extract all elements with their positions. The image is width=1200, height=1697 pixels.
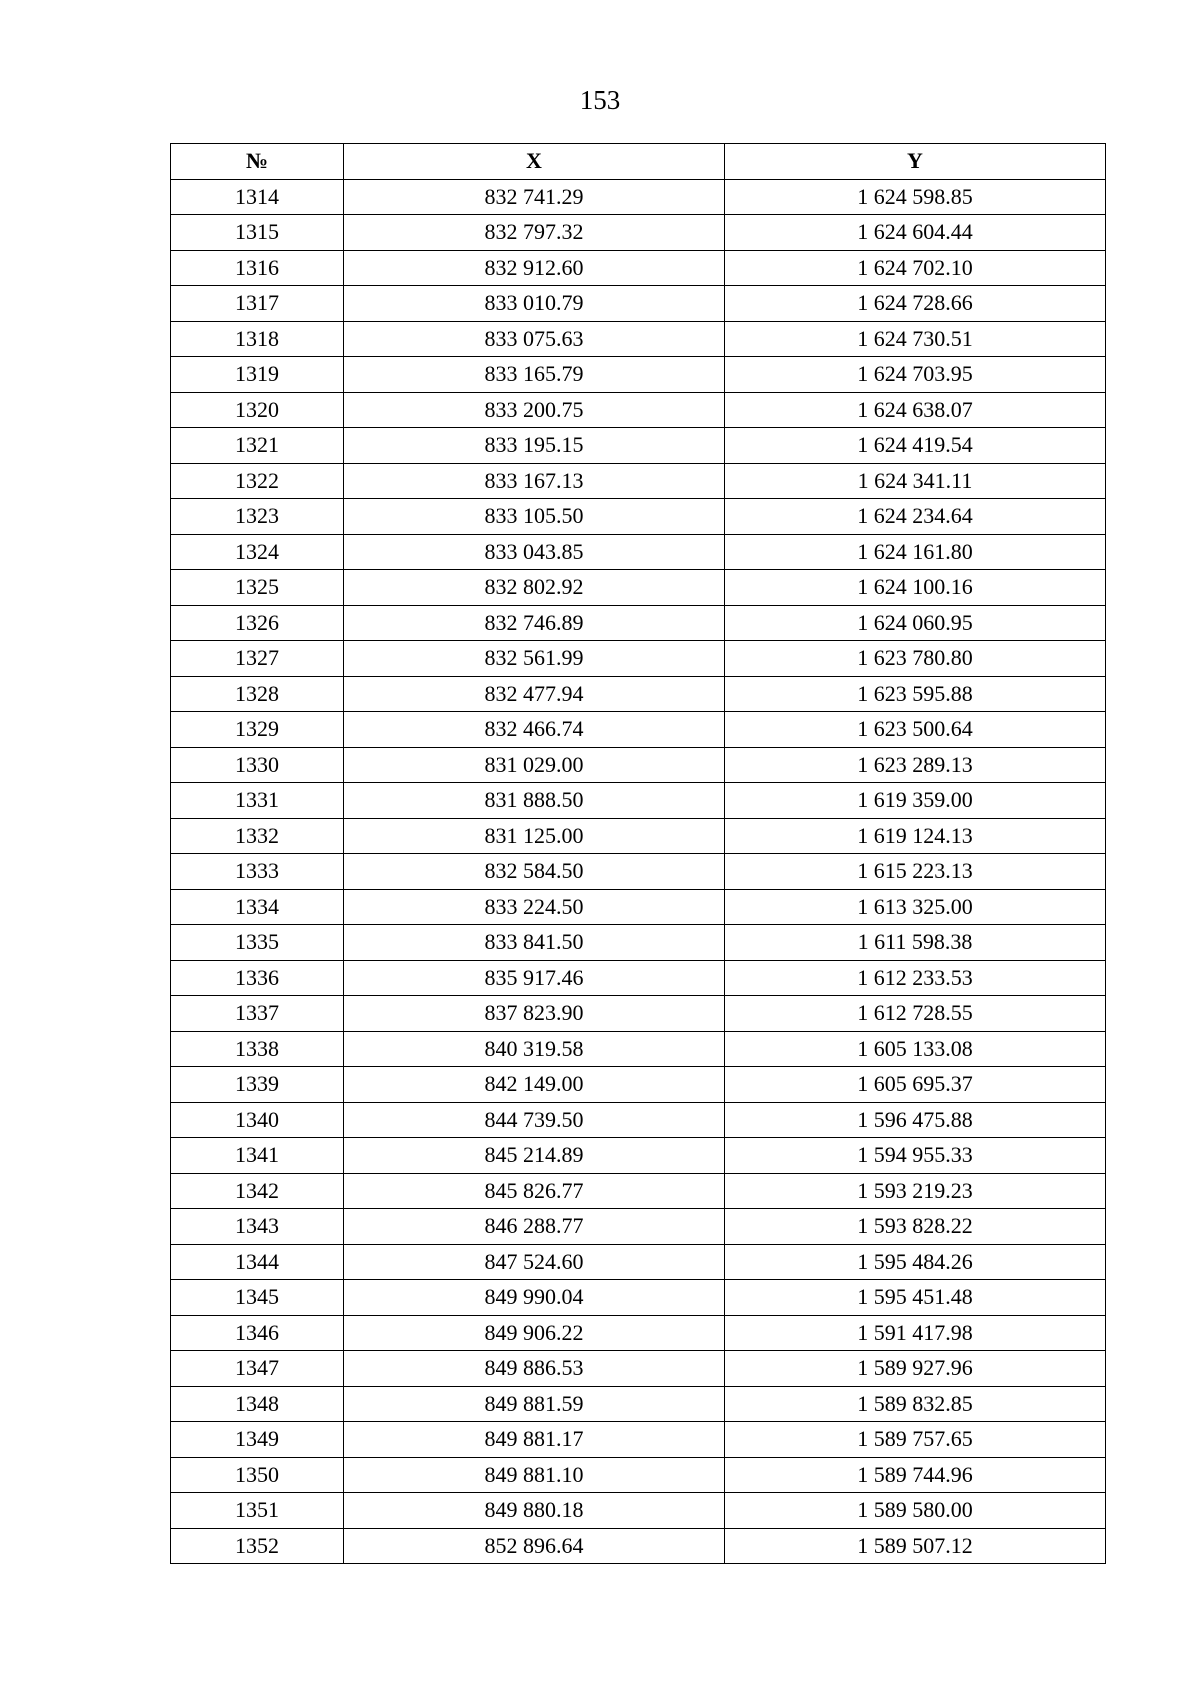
table-row [171, 1209, 1106, 1245]
cell-x: 842 149.00 [344, 1067, 725, 1103]
cell-number: 1331 [171, 783, 344, 819]
cell-y: 1 612 233.53 [725, 960, 1106, 996]
cell-number: 1318 [171, 321, 344, 357]
cell-y: 1 624 728.66 [725, 286, 1106, 322]
cell-x: 833 200.75 [344, 392, 725, 428]
cell-number: 1335 [171, 925, 344, 961]
cell-number: 1334 [171, 889, 344, 925]
cell-y: 1 615 223.13 [725, 854, 1106, 890]
table-row [171, 321, 1106, 357]
table-row [171, 534, 1106, 570]
table-row [171, 1173, 1106, 1209]
table-row [171, 1493, 1106, 1529]
cell-number: 1321 [171, 428, 344, 464]
cell-y: 1 623 289.13 [725, 747, 1106, 783]
cell-y: 1 624 598.85 [725, 179, 1106, 215]
cell-number: 1345 [171, 1280, 344, 1316]
cell-y: 1 589 744.96 [725, 1457, 1106, 1493]
table-row [171, 1386, 1106, 1422]
cell-y: 1 589 757.65 [725, 1422, 1106, 1458]
cell-y: 1 624 702.10 [725, 250, 1106, 286]
cell-x: 832 797.32 [344, 215, 725, 251]
cell-number: 1316 [171, 250, 344, 286]
cell-number: 1320 [171, 392, 344, 428]
cell-x: 832 561.99 [344, 641, 725, 677]
table-body [171, 179, 1106, 1564]
table-row [171, 1102, 1106, 1138]
table-row [171, 854, 1106, 890]
table-row [171, 179, 1106, 215]
cell-x: 832 584.50 [344, 854, 725, 890]
cell-number: 1341 [171, 1138, 344, 1174]
cell-number: 1350 [171, 1457, 344, 1493]
cell-x: 832 802.92 [344, 570, 725, 606]
table-row [171, 747, 1106, 783]
cell-y: 1 624 419.54 [725, 428, 1106, 464]
cell-number: 1323 [171, 499, 344, 535]
cell-number: 1338 [171, 1031, 344, 1067]
cell-x: 835 917.46 [344, 960, 725, 996]
cell-number: 1351 [171, 1493, 344, 1529]
table-row [171, 1457, 1106, 1493]
table-row [171, 818, 1106, 854]
table-row [171, 1280, 1106, 1316]
table-row [171, 1244, 1106, 1280]
table-row [171, 1351, 1106, 1387]
table-row [171, 392, 1106, 428]
cell-x: 832 477.94 [344, 676, 725, 712]
cell-number: 1342 [171, 1173, 344, 1209]
coordinates-table [170, 143, 1106, 1564]
cell-x: 831 029.00 [344, 747, 725, 783]
table-row [171, 783, 1106, 819]
cell-x: 833 043.85 [344, 534, 725, 570]
cell-x: 849 880.18 [344, 1493, 725, 1529]
table-row [171, 605, 1106, 641]
cell-y: 1 589 580.00 [725, 1493, 1106, 1529]
header-number: № [171, 144, 344, 180]
cell-y: 1 624 060.95 [725, 605, 1106, 641]
header-x: X [344, 144, 725, 180]
table-row [171, 1031, 1106, 1067]
table-row [171, 357, 1106, 393]
cell-y: 1 624 341.11 [725, 463, 1106, 499]
cell-number: 1340 [171, 1102, 344, 1138]
cell-x: 832 912.60 [344, 250, 725, 286]
table-row [171, 889, 1106, 925]
table-row [171, 960, 1106, 996]
cell-x: 847 524.60 [344, 1244, 725, 1280]
cell-x: 833 075.63 [344, 321, 725, 357]
cell-y: 1 624 638.07 [725, 392, 1106, 428]
table-row [171, 1138, 1106, 1174]
cell-x: 844 739.50 [344, 1102, 725, 1138]
cell-y: 1 619 124.13 [725, 818, 1106, 854]
cell-y: 1 589 507.12 [725, 1528, 1106, 1564]
cell-number: 1330 [171, 747, 344, 783]
table-row [171, 499, 1106, 535]
cell-x: 833 195.15 [344, 428, 725, 464]
cell-number: 1336 [171, 960, 344, 996]
table-row [171, 215, 1106, 251]
cell-y: 1 624 703.95 [725, 357, 1106, 393]
cell-number: 1329 [171, 712, 344, 748]
cell-y: 1 605 133.08 [725, 1031, 1106, 1067]
cell-y: 1 595 451.48 [725, 1280, 1106, 1316]
cell-x: 833 010.79 [344, 286, 725, 322]
cell-x: 849 886.53 [344, 1351, 725, 1387]
cell-x: 831 888.50 [344, 783, 725, 819]
table-header-row [171, 144, 1106, 180]
cell-number: 1326 [171, 605, 344, 641]
cell-y: 1 596 475.88 [725, 1102, 1106, 1138]
cell-number: 1319 [171, 357, 344, 393]
cell-number: 1339 [171, 1067, 344, 1103]
cell-y: 1 589 832.85 [725, 1386, 1106, 1422]
table-row [171, 996, 1106, 1032]
table-row [171, 676, 1106, 712]
table-row [171, 463, 1106, 499]
table-row [171, 286, 1106, 322]
cell-number: 1327 [171, 641, 344, 677]
table-row [171, 428, 1106, 464]
cell-y: 1 591 417.98 [725, 1315, 1106, 1351]
cell-number: 1314 [171, 179, 344, 215]
table-row [171, 1422, 1106, 1458]
cell-number: 1346 [171, 1315, 344, 1351]
cell-number: 1349 [171, 1422, 344, 1458]
cell-number: 1337 [171, 996, 344, 1032]
table-row [171, 1528, 1106, 1564]
cell-number: 1332 [171, 818, 344, 854]
cell-x: 833 165.79 [344, 357, 725, 393]
cell-number: 1333 [171, 854, 344, 890]
cell-y: 1 595 484.26 [725, 1244, 1106, 1280]
table-row [171, 925, 1106, 961]
page-number: 153 [579, 85, 621, 115]
cell-y: 1 619 359.00 [725, 783, 1106, 819]
cell-y: 1 612 728.55 [725, 996, 1106, 1032]
cell-y: 1 611 598.38 [725, 925, 1106, 961]
cell-x: 852 896.64 [344, 1528, 725, 1564]
cell-y: 1 593 828.22 [725, 1209, 1106, 1245]
table-row [171, 712, 1106, 748]
table-row [171, 250, 1106, 286]
cell-x: 833 105.50 [344, 499, 725, 535]
cell-x: 831 125.00 [344, 818, 725, 854]
table-row [171, 1067, 1106, 1103]
cell-number: 1344 [171, 1244, 344, 1280]
cell-x: 832 466.74 [344, 712, 725, 748]
cell-number: 1348 [171, 1386, 344, 1422]
cell-number: 1347 [171, 1351, 344, 1387]
cell-y: 1 624 730.51 [725, 321, 1106, 357]
cell-y: 1 624 604.44 [725, 215, 1106, 251]
cell-y: 1 624 234.64 [725, 499, 1106, 535]
cell-number: 1328 [171, 676, 344, 712]
cell-y: 1 623 780.80 [725, 641, 1106, 677]
cell-y: 1 624 161.80 [725, 534, 1106, 570]
cell-number: 1343 [171, 1209, 344, 1245]
cell-number: 1322 [171, 463, 344, 499]
cell-y: 1 624 100.16 [725, 570, 1106, 606]
cell-x: 849 881.10 [344, 1457, 725, 1493]
cell-x: 840 319.58 [344, 1031, 725, 1067]
cell-y: 1 594 955.33 [725, 1138, 1106, 1174]
table-row [171, 1315, 1106, 1351]
cell-x: 833 224.50 [344, 889, 725, 925]
cell-y: 1 623 500.64 [725, 712, 1106, 748]
header-y: Y [725, 144, 1106, 180]
cell-x: 846 288.77 [344, 1209, 725, 1245]
cell-x: 833 841.50 [344, 925, 725, 961]
cell-number: 1325 [171, 570, 344, 606]
cell-x: 849 881.17 [344, 1422, 725, 1458]
cell-y: 1 593 219.23 [725, 1173, 1106, 1209]
cell-x: 833 167.13 [344, 463, 725, 499]
cell-number: 1315 [171, 215, 344, 251]
cell-x: 849 990.04 [344, 1280, 725, 1316]
cell-x: 849 881.59 [344, 1386, 725, 1422]
cell-x: 849 906.22 [344, 1315, 725, 1351]
cell-number: 1352 [171, 1528, 344, 1564]
cell-y: 1 613 325.00 [725, 889, 1106, 925]
cell-y: 1 623 595.88 [725, 676, 1106, 712]
cell-x: 837 823.90 [344, 996, 725, 1032]
cell-x: 832 746.89 [344, 605, 725, 641]
cell-number: 1324 [171, 534, 344, 570]
cell-x: 832 741.29 [344, 179, 725, 215]
table-row [171, 641, 1106, 677]
cell-x: 845 826.77 [344, 1173, 725, 1209]
cell-number: 1317 [171, 286, 344, 322]
cell-y: 1 605 695.37 [725, 1067, 1106, 1103]
cell-y: 1 589 927.96 [725, 1351, 1106, 1387]
cell-x: 845 214.89 [344, 1138, 725, 1174]
table-row [171, 570, 1106, 606]
